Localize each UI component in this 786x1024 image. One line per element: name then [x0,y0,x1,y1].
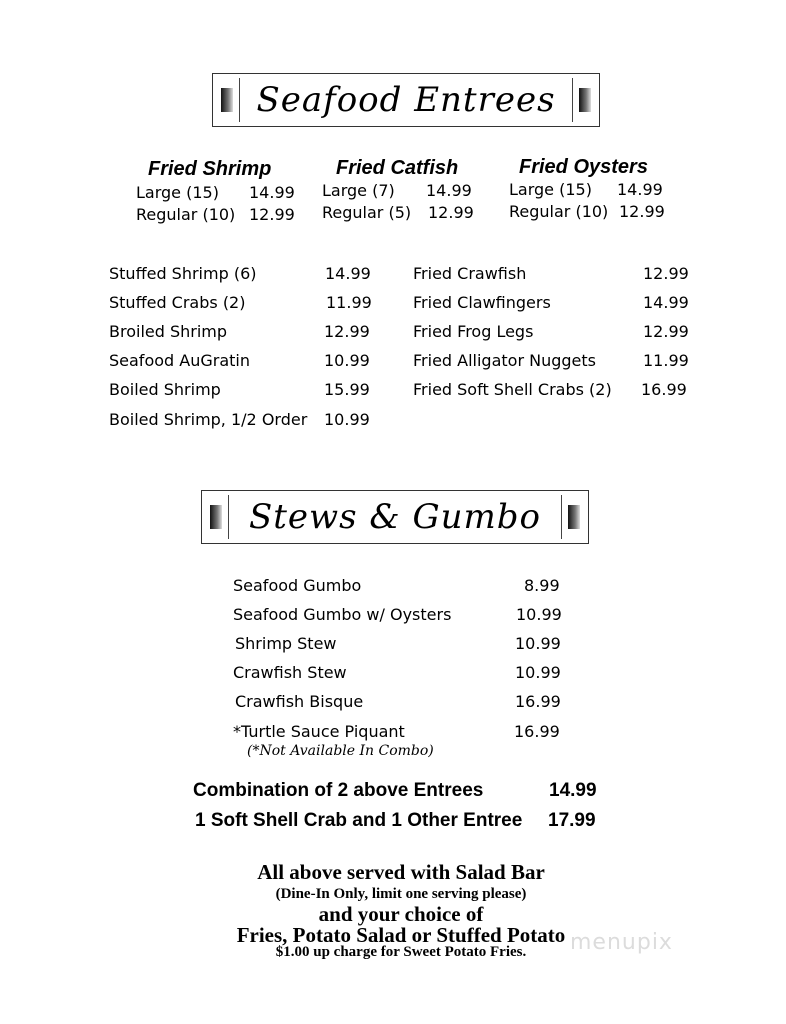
fried-large-price: 14.99 [426,181,472,200]
footer-upcharge: $1.00 up charge for Sweet Potato Fries. [275,944,527,960]
menu-item-name: Seafood AuGratin [109,351,250,370]
menu-item-name: Broiled Shrimp [109,322,228,341]
footer-choice: and your choice of [318,902,484,926]
combo-exclusion-note: (*Not Available In Combo) [247,743,434,759]
section-title-seafood: Seafood Entrees [256,80,556,120]
menu-item-name: Fried Clawfingers [413,293,551,312]
menu-item-price: 16.99 [515,692,561,711]
menu-item-price: 10.99 [324,351,370,370]
menu-item-price: 16.99 [641,380,687,399]
menu-item-price: 14.99 [325,264,371,283]
menu-item-price: 8.99 [524,576,560,595]
footer-salad-bar: All above served with Salad Bar [257,860,545,884]
menu-item-name: *Turtle Sauce Piquant [233,722,405,741]
fried-group-name: Fried Oysters [519,156,648,178]
fried-regular-label: Regular (5) [322,203,412,222]
menu-item-name: Crawfish Stew [233,663,347,682]
menu-item-name: Seafood Gumbo [233,576,362,595]
menu-item-name: Fried Alligator Nuggets [413,351,596,370]
fried-regular-price: 12.99 [428,203,474,222]
fried-large-label: Large (7) [322,181,395,200]
fried-group-name: Fried Catfish [336,157,459,179]
fried-large-price: 14.99 [617,180,663,199]
menu-item-price: 10.99 [515,634,561,653]
fried-regular-label: Regular (10) [509,202,609,221]
menu-item-name: Boiled Shrimp [109,380,221,399]
banner-left-bar [221,88,233,112]
menu-item-price: 10.99 [324,410,370,429]
footer-dine-in: (Dine-In Only, limit one serving please) [275,886,527,902]
menu-item-price: 12.99 [643,322,689,341]
combo-label: 1 Soft Shell Crab and 1 Other Entree [195,810,523,831]
watermark: menupix [570,930,673,955]
menu-item-price: 11.99 [326,293,372,312]
seafood-entrees-banner [212,73,600,127]
banner-left-bar [210,505,222,529]
banner-right-bar [568,505,580,529]
menu-item-price: 12.99 [643,264,689,283]
menu-item-price: 15.99 [324,380,370,399]
fried-regular-price: 12.99 [619,202,665,221]
menu-item-name: Fried Soft Shell Crabs (2) [413,380,612,399]
menu-item-price: 16.99 [514,722,560,741]
menu-item-name: Fried Frog Legs [413,322,534,341]
combo-price: 14.99 [549,780,597,801]
fried-regular-price: 12.99 [249,205,295,224]
fried-large-label: Large (15) [136,183,219,202]
fried-regular-label: Regular (10) [136,205,236,224]
menu-item-name: Seafood Gumbo w/ Oysters [233,605,452,624]
menu-item-name: Boiled Shrimp, 1/2 Order [109,410,308,429]
fried-group-name: Fried Shrimp [148,158,272,180]
combo-price: 17.99 [548,810,596,831]
fried-large-price: 14.99 [249,183,295,202]
section-title-stews: Stews & Gumbo [248,497,542,537]
menu-item-name: Shrimp Stew [235,634,337,653]
menu-item-price: 10.99 [515,663,561,682]
menu-item-name: Fried Crawfish [413,264,527,283]
menu-item-price: 11.99 [643,351,689,370]
fried-large-label: Large (15) [509,180,592,199]
menu-item-price: 10.99 [516,605,562,624]
stews-gumbo-banner [201,490,589,544]
combo-label: Combination of 2 above Entrees [193,780,484,801]
menu-item-price: 12.99 [324,322,370,341]
menu-item-price: 14.99 [643,293,689,312]
menu-item-name: Crawfish Bisque [235,692,364,711]
footer-sides: Fries, Potato Salad or Stuffed Potato [236,923,566,947]
menu-item-name: Stuffed Shrimp (6) [109,264,257,283]
banner-right-bar [579,88,591,112]
menu-item-name: Stuffed Crabs (2) [109,293,246,312]
